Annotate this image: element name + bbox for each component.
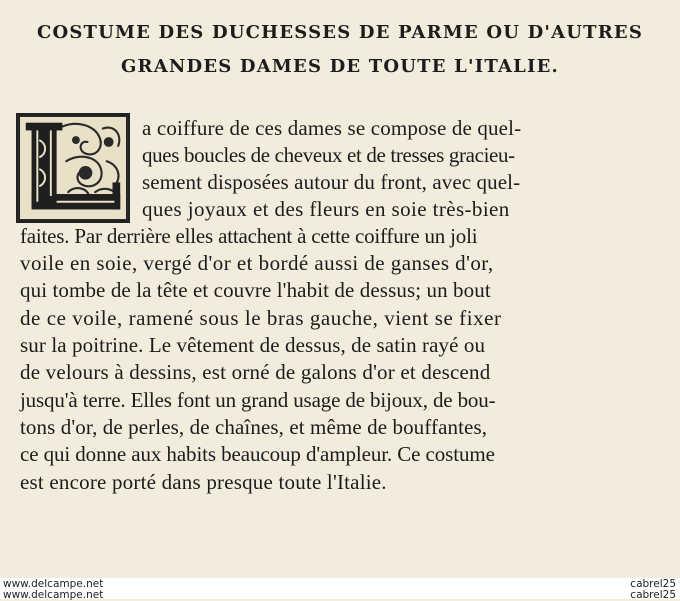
watermark-right [630, 579, 676, 601]
body-line-14: est encore porté dans presque toute l'Italie. [20, 470, 387, 494]
body-line-11: jusqu'à terre. Elles font un grand usage de bijoux, de bou- [20, 388, 496, 412]
body-line-2: ques boucles de cheveux et de tresses gracieu- [142, 143, 515, 167]
body-line-8: de ce voile, ramené sous le bras gauche, vient se fixer [20, 306, 502, 330]
body-line-13: ce qui donne aux habits beaucoup d'ampleur. Ce costume [20, 442, 495, 466]
body-line-12: tons d'or, de perles, de chaînes, et même de bouffantes, [20, 415, 488, 439]
watermark-left-line-2: www.delcampe.net [3, 589, 104, 601]
watermark-left-line-1: www.delcampe.net [3, 578, 104, 590]
body-line-3: sement disposées autour du front, avec quel- [142, 170, 521, 194]
body-line-1: a coiffure de ces dames se compose de quel- [142, 116, 522, 140]
body-line-5: faites. Par derrière elles attachent à cette coiffure un joli [20, 224, 478, 248]
ornate-initial-l-icon [16, 113, 130, 223]
body-line-9: sur la poitrine. Le vêtement de dessus, de satin rayé ou [20, 333, 486, 357]
body-line-7: qui tombe de la tête et couvre l'habit de dessus; un bout [20, 278, 491, 302]
watermark-right-line-2: cabrel25 [630, 589, 676, 601]
body-line-6: voile en soie, vergé d'or et bordé aussi de ganses d'or, [20, 251, 494, 275]
page-title-line-1: COSTUME DES DUCHESSES DE PARME OU D'AUTRES [36, 22, 644, 43]
body-line-10: de velours à dessins, est orné de galons d'or et descend [20, 360, 491, 384]
body-line-4: ques joyaux et des fleurs en soie très-bien [142, 197, 510, 221]
watermark-right-line-1: cabrel25 [630, 578, 676, 590]
page-title-line-2: GRANDES DAMES DE TOUTE L'ITALIE. [120, 56, 559, 77]
watermark-left [3, 579, 103, 601]
